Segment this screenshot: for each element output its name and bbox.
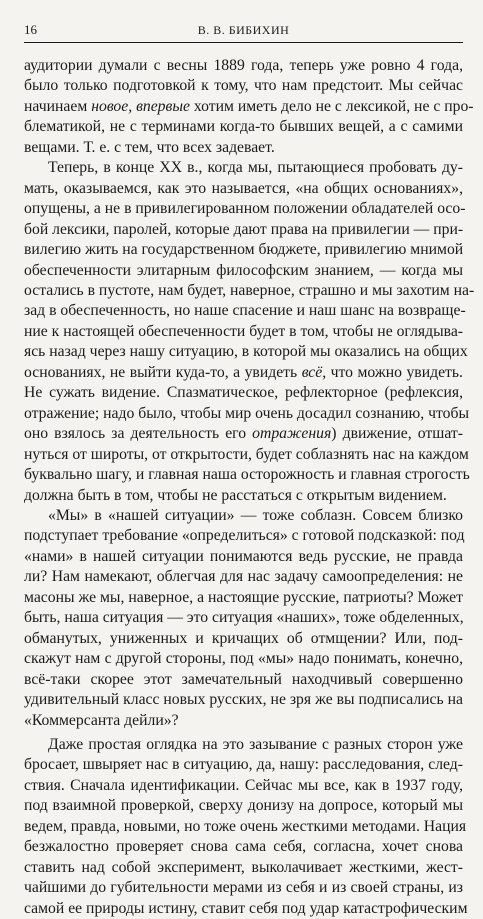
text-run: ) движение, отшат- <box>331 425 463 443</box>
text-run: Не сужать видение. Спазматическое, рефлекторное (рефлексия, <box>24 384 463 402</box>
text-line <box>24 261 463 281</box>
text-run: опущены, а не в привилегированном положении обладателей осо- <box>24 200 466 218</box>
text-line <box>24 199 466 219</box>
text-line <box>24 837 463 857</box>
text-run: остались в пустоте, нам будет, наверное, страшно и мы захотим на- <box>24 281 475 299</box>
text-line <box>24 301 466 321</box>
italic-emphasis: отражения <box>252 425 332 443</box>
text-run: мать, оказываемся, как это называется, «на общих основаниях», <box>24 179 463 197</box>
text-run: зад в обеспеченность, но наше спасение и наш шанс на возвраще- <box>24 302 466 320</box>
text-run: нуться от широты, от открытости, будет соблазнять нас на каждом <box>24 445 469 463</box>
text-run: вещами. Т. е. с тем, что всех задевает. <box>24 138 275 156</box>
text-run: масоны же мы, наверное, а настоящие русские, патриоты? Может <box>24 588 463 606</box>
text-run: подступает требование «определиться» с готовой подсказкой: под <box>24 527 465 545</box>
text-line <box>24 117 463 137</box>
text-line <box>24 858 463 878</box>
paragraph <box>24 506 463 731</box>
text-line <box>24 179 463 199</box>
text-line <box>24 817 467 837</box>
text-line <box>24 342 468 362</box>
text-line <box>24 629 463 649</box>
text-run: обманутых, униженных и кричащих об отмщении? Или, под- <box>24 629 463 647</box>
text-line <box>24 899 468 919</box>
text-run: Даже простая оглядка на это зазывание с разных сторон уже <box>48 735 463 753</box>
text-run: безжалостно проверяет снова сама себя, согласна, хочет снова <box>24 838 463 856</box>
text-line <box>24 735 463 755</box>
text-line <box>24 404 470 424</box>
paragraph <box>24 735 468 919</box>
text-line <box>24 506 463 526</box>
text-line <box>24 383 463 403</box>
text-run: бросает, швыряет нас в ситуацию, да, нашу: расследования, след- <box>24 756 463 774</box>
text-run: удивительный класс новых русских, не зря же вы подписались на <box>24 691 463 709</box>
text-line <box>24 56 463 76</box>
text-run: всё-таки скорее этот замечательный находчивый совершенно <box>24 670 463 688</box>
text-line <box>24 363 463 383</box>
text-line <box>24 465 470 485</box>
text-line <box>24 649 463 669</box>
text-line <box>24 220 463 240</box>
text-line <box>24 711 463 731</box>
text-line <box>24 158 463 178</box>
text-line <box>24 776 463 796</box>
italic-emphasis: новое, впервые <box>91 97 190 115</box>
text-run: «Коммерсанта дейли»? <box>24 711 179 729</box>
text-run: «Мы» в «нашей ситуации» — тоже соблазн. Совсем близко <box>48 506 463 524</box>
text-run: быть, наша ситуация — это ситуация «наших», тоже обделенных, <box>24 609 464 627</box>
text-run: скажут нам с другой стороны, под «мы» надо понимать, конечно, <box>24 650 463 668</box>
text-run: «нами» в нашей ситуации понимаются ведь русские, не правда <box>24 547 463 565</box>
text-line <box>24 690 463 710</box>
text-run: начинаем <box>24 97 92 115</box>
text-line <box>24 322 463 342</box>
text-line <box>24 240 463 260</box>
text-run: буквально шагу, и главная наша осторожность и главная строгость <box>24 466 470 484</box>
italic-emphasis: всё <box>301 363 323 381</box>
text-line <box>24 796 463 816</box>
text-line <box>24 445 469 465</box>
text-line <box>24 670 463 690</box>
body-text <box>24 56 475 919</box>
text-run: самой ее природы истину, ставит себя под удар катастрофическим <box>24 899 468 917</box>
text-line <box>24 567 463 587</box>
text-run: ведем, правда, новыми, но тоже очень жесткими методами. Нация <box>24 817 467 835</box>
text-line <box>24 486 463 506</box>
text-line <box>24 878 463 898</box>
text-line <box>24 138 463 158</box>
text-run: чайшими до губительности мерами из себя и из своей страны, из <box>24 879 463 897</box>
text-run: ставить над собой эксперимент, выколачивает жесткими, жест- <box>24 858 463 876</box>
text-line <box>24 608 463 628</box>
running-head: В. В. БИБИХИН <box>197 23 290 37</box>
page-number: 16 <box>24 22 37 37</box>
text-run: блематикой, не с терминами когда-то бывших вещей, а с самими <box>24 118 463 136</box>
text-line <box>24 281 475 301</box>
text-line <box>24 76 463 96</box>
text-run: ли? Нам намекают, облегчая для нас задачу самоопределения: не <box>24 568 463 586</box>
text-run: , что можно увидеть. <box>322 363 463 381</box>
text-run: ясь назад через нашу ситуацию, в которой мы оказались на общих <box>24 343 468 361</box>
text-run: оно взялось за деятельность его <box>24 425 253 443</box>
text-run: должна быть в том, чтобы не расстаться с открытым видением. <box>24 486 447 504</box>
text-run: основаниях, не выйти куда-то, а увидеть <box>24 363 302 381</box>
text-run: Теперь, в конце XX в., когда мы, пытающиеся пробовать ду- <box>48 159 463 177</box>
text-line <box>24 588 463 608</box>
text-run: обеспеченности элитарным философским знанием, — когда мы <box>24 261 463 279</box>
text-run: отражение; надо было, чтобы мир очень досадил сознанию, чтобы <box>24 404 470 422</box>
text-line <box>24 424 463 444</box>
text-run: вилегию жить на государственном бюджете, привилегию мнимой <box>24 241 464 259</box>
page-header <box>24 20 463 43</box>
text-run: ствия. Сначала идентификации. Сейчас мы все, как в 1937 году, <box>24 776 463 794</box>
text-run: ние к настоящей обеспеченности будет в том, чтобы не оглядыва- <box>24 322 464 340</box>
text-run: аудитории думали с весны 1889 года, теперь уже ровно 4 года, <box>24 57 463 74</box>
text-line <box>24 755 463 775</box>
paragraph <box>24 56 474 158</box>
text-line <box>24 526 463 546</box>
text-line <box>24 547 463 567</box>
text-run: бой лексики, паролей, которые дают права на привилегии — при- <box>24 220 464 238</box>
text-line <box>24 97 474 117</box>
text-run: хотим иметь дело не с лексикой, не с про- <box>189 97 474 115</box>
paragraph <box>24 158 475 506</box>
text-run: было только подготовкой к тому, что нам предстоит. Мы сейчас <box>24 77 463 95</box>
text-run: под взаимной проверкой, сверху донизу на допросе, который мы <box>24 797 463 815</box>
